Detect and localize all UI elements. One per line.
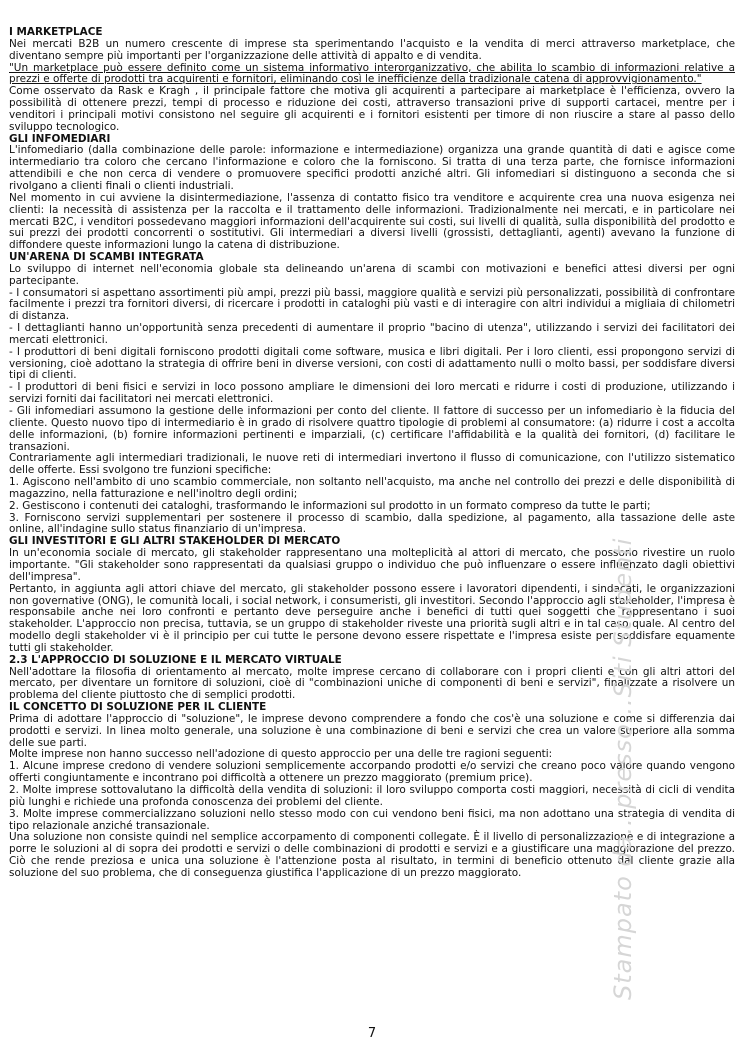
- body-paragraph: L'infomediario (dalla combinazione delle parole: informazione e intermediazione) organizza una grande quantità di dati e agisce come intermediario tra coloro che cercano l'informazione e coloro che la forniscono. Si tratta di una terza parte, che fornisce informazioni attendibili e che non cerca di vendere o promuovere specifici prodotti anziché altri. Gli infomediari si distinguono a seconda che si rivolgano a clienti finali o clienti industriali.: [9, 144, 735, 192]
- body-paragraph: Una soluzione non consiste quindi nel semplice accorpamento di componenti collegate. È il livello di personalizzazione e di integrazione a porre le soluzioni al di sopra dei prodotti e servizi o delle combinazioni di prodotti e servizi e a giustificare una maggiorazione del prezzo. Ciò che rende preziosa e unica una soluzione è l'attenzione posta al risultato, in termini di beneficio ottenuto dal cliente grazie alla soluzione del suo problema, che di conseguenza giustifica l'applicazione di un prezzo maggiorato.: [9, 831, 735, 879]
- body-paragraph: 1. Alcune imprese credono di vendere soluzioni semplicemente accorpando prodotti e/o servizi che creano poco valore quando vengono offerti congiuntamente e incontrano poi difficoltà a ottenere un prezzo maggiorato (premium price).: [9, 760, 735, 785]
- body-paragraph: 2. Gestiscono i contenuti dei cataloghi, trasformando le informazioni sul prodotto in un formato compreso da tutte le parti;: [9, 499, 651, 512]
- body-paragraph: - I dettaglianti hanno un'opportunità senza precedenti di aumentare il proprio "bacino di utenza", utilizzando i servizi dei facilitatori dei mercati elettronici.: [9, 322, 735, 346]
- body-paragraph: Come osservato da Rask e Kragh , il principale fattore che motiva gli acquirenti a partecipare ai marketplace è l'efficienza, ovvero la possibilità di ottenere prezzi, tempi di processo e riduzione dei costi, attraverso transazioni prive di supporti cartacei, mentre per i venditori i principali motivi consistono nel seguire gli acquirenti e i fornitori esistenti per timore di non riuscire a stare al passo dello sviluppo tecnologico.: [9, 85, 735, 133]
- body-paragraph: Lo sviluppo di internet nell'economia globale sta delineando un'arena di scambi con motivazioni e benefici attesi diversi per ogni partecipante.: [9, 262, 735, 287]
- section-heading: I MARKETPLACE: [9, 26, 103, 38]
- section-heading: GLI INFOMEDIARI: [9, 132, 111, 145]
- body-paragraph: Prima di adottare l'approccio di "soluzione", le imprese devono comprendere a fondo che cos'è una soluzione e come si differenzia dai prodotti e servizi. In linea molto generale, una soluzione è una combinazione di beni e servizi che crea un valore superiore alla somma delle sue parti.: [9, 712, 735, 749]
- body-paragraph: Molte imprese non hanno successo nell'adozione di questo approccio per una delle tre ragioni seguenti:: [9, 748, 553, 761]
- section-heading: 2.3 L'APPROCCIO DI SOLUZIONE E IL MERCATO VIRTUALE: [9, 653, 342, 666]
- definition-quote: "Un marketplace può essere definito come un sistema informativo interorganizzativo, che abilita lo scambio di informazioni relative a prezzi e offerte di prodotti tra acquirenti e fornitori, eliminando così le inefficienze della tradizionale catena di approvvigionamento.": [9, 61, 735, 86]
- watermark-text: Stampato da...presso...Siti Studenti: [609, 537, 637, 1000]
- body-paragraph: 2. Molte imprese sottovalutano la difficoltà della vendita di soluzioni: il loro sviluppo comporta costi maggiori, necessità di cicli di vendita più lunghi e richiede una profonda conoscenza dei problemi del cliente.: [9, 784, 735, 808]
- body-paragraph: - I produttori di beni digitali forniscono prodotti digitali come software, musica e libri digitali. Per i loro clienti, essi propongono servizi di versioning, cioè adottano la strategia di offrire beni in diverse versioni, con costi di adattamento nulli o molto bassi, per soddisfare diversi tipi di clienti.: [9, 345, 735, 382]
- body-paragraph: 1. Agiscono nell'ambito di uno scambio commerciale, non soltanto nell'acquisto, ma anche nel controllo dei prezzi e delle disponibilità di magazzino, nella fatturazione e nell'inoltro degli ordini;: [9, 476, 735, 500]
- body-paragraph: 3. Molte imprese commercializzano soluzioni nello stesso modo con cui vendono beni fisici, ma non adottano una strategia di vendita di tipo relazionale anziché transazionale.: [9, 807, 735, 832]
- body-paragraph: In un'economia sociale di mercato, gli stakeholder rappresentano una molteplicità al attori di mercato, che possono rivestire un ruolo importante. "Gli stakeholder sono rappresentati da qualsiasi gruppo o individuo che può influenzare o essere influenzato dagli obiettivi dell'impresa".: [9, 547, 735, 583]
- body-paragraph: 3. Forniscono servizi supplementari per sostenere il processo di scambio, dalla spedizione, al pagamento, alla tassazione delle aste online, all'indagine sullo status finanziario di un'impresa.: [9, 511, 735, 536]
- body-paragraph: Pertanto, in aggiunta agli attori chiave del mercato, gli stakeholder possono essere i lavoratori dipendenti, i sindacati, le organizzazioni non governative (ONG), le comunità locali, i social network, i consumeristi, gli investitori. Secondo l'approccio agli stakeholder, l'impresa è responsabile anche nei loro confronti e pertanto deve perseguire anche i benefici di tutti quei soggetti che rappresentano i suoi stakeholder. L'approccio non precisa, tuttavia, se un gruppo di stakeholder riveste una priorità sugli altri e in tal caso quale. Al centro del modello degli stakeholder vi è il principio per cui tutte le persone devono essere rispettate e l'impresa esiste per soddisfare equamente tutti gli stakeholder.: [9, 582, 735, 654]
- body-paragraph: Contrariamente agli intermediari tradizionali, le nuove reti di intermediari invertono il flusso di comunicazione, con l'utilizzo sistematico delle offerte. Essi svolgono tre funzioni specifiche:: [9, 452, 735, 477]
- body-paragraph: - Gli infomediari assumono la gestione delle informazioni per conto del cliente. Il fattore di successo per un infomediario è la fiducia del cliente. Questo nuovo tipo di intermediario è in grado di risolvere quattro tipologie di problemi al consumatore: (a) ridurre i cost a accolta delle informazioni, (b) fornire informazioni pertinenti e imparziali, (c) certificare l'affidabilità e la qualità dei fornitori, (d) facilitare le transazioni.: [9, 405, 735, 453]
- page-number: 7: [367, 1026, 377, 1041]
- body-paragraph: Nel momento in cui avviene la disintermediazione, l'assenza di contatto fisico tra venditore e acquirente crea una nuova esigenza nei clienti: la necessità di assistenza per la raccolta e il trattamento delle informazioni. Tradizionalmente nei mercati, e in particolare nei mercati B2C, i venditori possedevano maggiori informazioni dell'acquirente sui costi, sui livelli di qualità, sulla disponibilità del prodotto e sui prezzi dei prodotti concorrenti o sostitutivi. Gli intermediari a diversi livelli (grossisti, dettaglianti, agenti) avevano la funzione di diffondere queste informazioni lungo la catena di distribuzione.: [9, 191, 735, 252]
- body-paragraph: - I produttori di beni fisici e servizi in loco possono ampliare le dimensioni dei loro mercati e ridurre i costi di produzione, utilizzando i servizi forniti dai facilitatori nei mercati elettronici.: [9, 381, 735, 406]
- body-paragraph: Nell'adottare la filosofia di orientamento al mercato, molte imprese cercano di collaborare con i propri clienti e con gli altri attori del mercato, per diventare un fornitore di soluzioni, cioè di "combinazioni uniche di componenti di beni e servizi", finalizzate a risolvere un problema del cliente piuttosto che di semplici prodotti.: [9, 665, 735, 702]
- body-paragraph: - I consumatori si aspettano assortimenti più ampi, prezzi più bassi, maggiore qualità e servizi più personalizzati, possibilità di confrontare facilmente i prezzi tra fornitori diversi, di ricercare i prodotti in cataloghi più vasti e di interagire con altri individui a migliaia di chilometri di distanza.: [9, 286, 735, 323]
- section-heading: GLI INVESTITORI E GLI ALTRI STAKEHOLDER DI MERCATO: [9, 535, 341, 548]
- section-heading: IL CONCETTO DI SOLUZIONE PER IL CLIENTE: [9, 701, 267, 714]
- body-paragraph: Nei mercati B2B un numero crescente di imprese sta sperimentando l'acquisto e la vendita di merci attraverso marketplace, che diventano sempre più importanti per l'organizzazione delle attività di appalto e di vendita.: [9, 37, 735, 62]
- section-heading: UN'ARENA DI SCAMBI INTEGRATA: [9, 251, 204, 264]
- text-column: [9, 27, 735, 880]
